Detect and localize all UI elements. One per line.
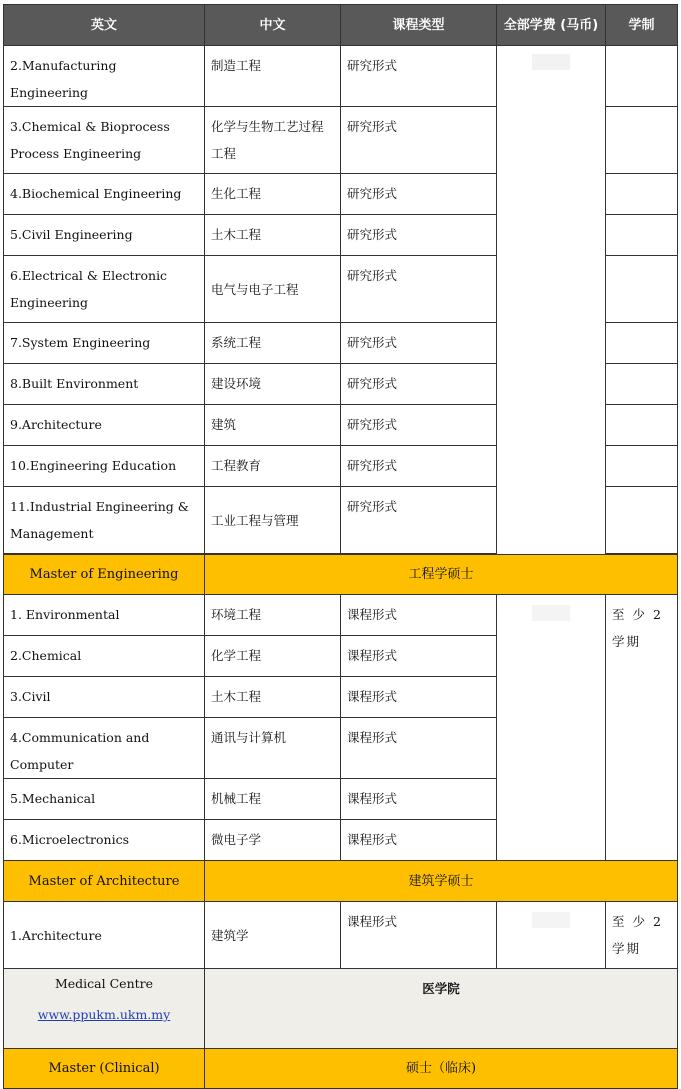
program-chinese: 电气与电子工程: [205, 256, 341, 323]
program-chinese: 化学与生物工艺过程工程: [205, 107, 341, 174]
program-chinese: 建筑学: [205, 902, 341, 969]
duration-cell: [606, 46, 678, 107]
course-type: 课程形式: [341, 636, 497, 677]
program-english: 8.Built Environment: [4, 364, 205, 405]
program-english: 9.Architecture: [4, 405, 205, 446]
program-english: 5.Mechanical: [4, 779, 205, 820]
program-english: 10.Engineering Education: [4, 446, 205, 487]
course-type: 研究形式: [341, 174, 497, 215]
course-type: 课程形式: [341, 718, 497, 779]
fee-cell: [497, 46, 606, 555]
program-chinese: 工程教育: [205, 446, 341, 487]
duration-cell: [606, 487, 678, 554]
section-chinese: 建筑学硕士: [205, 861, 678, 902]
course-type: 研究形式: [341, 405, 497, 446]
section-english: Master (Clinical): [4, 1049, 205, 1089]
program-english: 4.Communication and Computer: [4, 718, 205, 779]
fee-cell: [497, 902, 606, 969]
header-duration: 学制: [606, 5, 678, 46]
course-type: 课程形式: [341, 779, 497, 820]
program-chinese: 工业工程与管理: [205, 487, 341, 554]
table-row: [4, 46, 678, 107]
section-chinese: 工程学硕士: [205, 555, 678, 595]
medical-centre-zh: 医学院: [422, 981, 460, 996]
medical-centre-chinese: [205, 969, 678, 1049]
section-row-master-architecture: [4, 861, 678, 902]
duration-cell: [606, 215, 678, 256]
program-chinese: 系统工程: [205, 323, 341, 364]
programs-table: [3, 4, 678, 1089]
section-row-master-clinical: [4, 1049, 678, 1089]
program-english: 6.Microelectronics: [4, 820, 205, 861]
program-english: 1. Environmental: [4, 595, 205, 636]
course-type: 研究形式: [341, 323, 497, 364]
table-row: [4, 595, 678, 636]
program-english: 3.Chemical & Bioprocess Process Engineering: [4, 107, 205, 174]
program-chinese: 制造工程: [205, 46, 341, 107]
program-english: 7.System Engineering: [4, 323, 205, 364]
course-type: 研究形式: [341, 446, 497, 487]
table-row: [4, 902, 678, 969]
program-english: 6.Electrical & Electronic Engineering: [4, 256, 205, 323]
medical-centre-name: Medical Centre: [54, 976, 154, 991]
duration-cell: [606, 364, 678, 405]
course-type: 研究形式: [341, 364, 497, 405]
duration-cell: [606, 256, 678, 323]
program-chinese: 机械工程: [205, 779, 341, 820]
fee-redacted: [532, 605, 570, 621]
fee-redacted: [532, 54, 570, 70]
section-chinese: 硕士（临床): [205, 1049, 678, 1089]
program-english: 2.Chemical: [4, 636, 205, 677]
duration-cell: [606, 107, 678, 174]
duration-cell: [606, 323, 678, 364]
program-chinese: 生化工程: [205, 174, 341, 215]
program-english: 5.Civil Engineering: [4, 215, 205, 256]
duration-cell: 至 少 2 学期: [606, 595, 678, 861]
course-type: 研究形式: [341, 256, 497, 323]
program-chinese: 通讯与计算机: [205, 718, 341, 779]
course-type: 课程形式: [341, 820, 497, 861]
medical-centre-link[interactable]: www.ppukm.ukm.my: [37, 1007, 171, 1022]
duration-cell: [606, 174, 678, 215]
program-english: 2.Manufacturing Engineering: [4, 46, 205, 107]
fee-cell: [497, 595, 606, 861]
duration-cell: [606, 446, 678, 487]
course-type: 研究形式: [341, 487, 497, 554]
medical-centre-cell: [4, 969, 205, 1049]
medical-centre-row: [4, 969, 678, 1049]
header-fee: 全部学费 (马币): [497, 5, 606, 46]
program-chinese: 土木工程: [205, 677, 341, 718]
section-english: Master of Architecture: [4, 861, 205, 902]
header-english: 英文: [4, 5, 205, 46]
course-type: 课程形式: [341, 595, 497, 636]
program-chinese: 建筑: [205, 405, 341, 446]
program-english: 11.Industrial Engineering & Management: [4, 487, 205, 554]
course-type: 研究形式: [341, 215, 497, 256]
program-chinese: 化学工程: [205, 636, 341, 677]
program-english: 1.Architecture: [4, 902, 205, 969]
program-chinese: 微电子学: [205, 820, 341, 861]
header-course-type: 课程类型: [341, 5, 497, 46]
course-type: 研究形式: [341, 107, 497, 174]
duration-cell: [606, 405, 678, 446]
course-type: 课程形式: [341, 677, 497, 718]
program-chinese: 环境工程: [205, 595, 341, 636]
fee-redacted: [532, 912, 570, 928]
program-chinese: 建设环境: [205, 364, 341, 405]
program-english: 4.Biochemical Engineering: [4, 174, 205, 215]
course-type: 研究形式: [341, 46, 497, 107]
course-type: 课程形式: [341, 902, 497, 969]
program-english: 3.Civil: [4, 677, 205, 718]
program-chinese: 土木工程: [205, 215, 341, 256]
section-english: Master of Engineering: [4, 555, 205, 595]
duration-cell: 至 少 2 学期: [606, 902, 678, 969]
header-row: [4, 5, 678, 46]
header-chinese: 中文: [205, 5, 341, 46]
section-row-master-engineering: [4, 555, 678, 595]
